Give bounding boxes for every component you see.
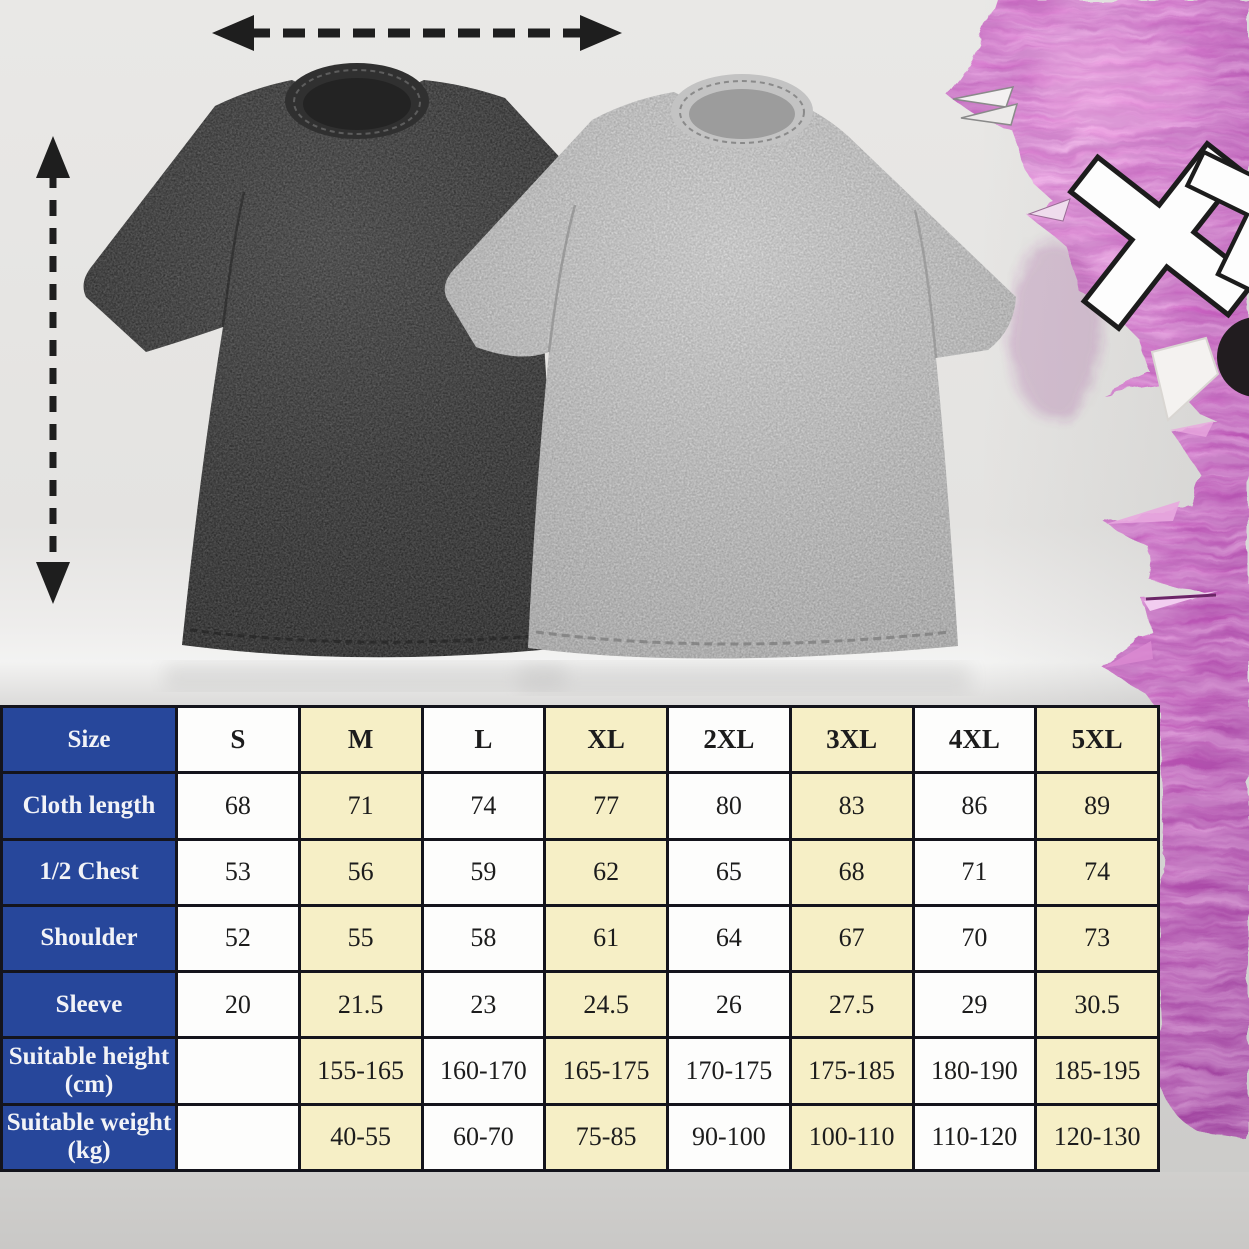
size-chart-cell: 58	[424, 907, 544, 970]
row-label-text: Shoulder	[40, 924, 138, 952]
size-chart-corner: Size	[3, 708, 175, 771]
size-column-header: L	[424, 708, 544, 771]
size-chart-cell: 40-55	[301, 1106, 421, 1169]
size-chart-cell: 30.5	[1037, 973, 1157, 1036]
size-chart-cell: 64	[669, 907, 789, 970]
size-chart-cell: 55	[301, 907, 421, 970]
row-label-text: 1/2 Chest	[39, 858, 139, 886]
size-chart-cell: 53	[178, 841, 298, 904]
size-column-header: 5XL	[1037, 708, 1157, 771]
size-chart-cell: 73	[1037, 907, 1157, 970]
floor-reflection	[165, 663, 970, 693]
size-column-header: 2XL	[669, 708, 789, 771]
size-chart-cell: 65	[669, 841, 789, 904]
size-column-header: XL	[546, 708, 666, 771]
height-arrow-icon	[36, 136, 70, 604]
size-chart-cell: 60-70	[424, 1106, 544, 1169]
size-chart-cell: 89	[1037, 774, 1157, 837]
size-chart-cell: 180-190	[915, 1039, 1035, 1102]
size-chart-cell: 77	[546, 774, 666, 837]
row-label-text: Suitable weight	[6, 1109, 172, 1137]
row-label-text: Suitable height	[8, 1043, 170, 1071]
size-chart-cell: 24.5	[546, 973, 666, 1036]
size-chart-cell: 68	[178, 774, 298, 837]
size-chart-cell: 185-195	[1037, 1039, 1157, 1102]
row-label	[3, 1106, 175, 1169]
row-label-unit: (cm)	[64, 1071, 114, 1099]
size-chart-cell: 80	[669, 774, 789, 837]
size-column-header: 3XL	[792, 708, 912, 771]
size-chart-cell: 21.5	[301, 973, 421, 1036]
size-chart-cell: 83	[792, 774, 912, 837]
size-chart-cell: 26	[669, 973, 789, 1036]
size-chart-cell: 100-110	[792, 1106, 912, 1169]
size-chart-cell: 59	[424, 841, 544, 904]
light-tshirt-collar	[671, 74, 813, 148]
row-label	[3, 1039, 175, 1102]
size-chart-cell: 165-175	[546, 1039, 666, 1102]
size-chart-cell: 67	[792, 907, 912, 970]
row-label-text: Cloth length	[22, 791, 156, 819]
size-chart-cell: 170-175	[669, 1039, 789, 1102]
size-chart-cell: 71	[301, 774, 421, 837]
size-chart-cell: 74	[1037, 841, 1157, 904]
size-chart-cell	[178, 1106, 298, 1169]
size-chart-cell: 62	[546, 841, 666, 904]
size-chart-cell: 110-120	[915, 1106, 1035, 1169]
row-label	[3, 841, 175, 904]
row-label-unit: (kg)	[67, 1137, 111, 1165]
size-chart-cell: 20	[178, 973, 298, 1036]
size-column-header: M	[301, 708, 421, 771]
size-chart-cell: 175-185	[792, 1039, 912, 1102]
size-chart-cell: 74	[424, 774, 544, 837]
size-chart-cell: 56	[301, 841, 421, 904]
width-arrow-icon	[212, 15, 622, 51]
size-chart-cell: 71	[915, 841, 1035, 904]
size-chart-cell: 155-165	[301, 1039, 421, 1102]
row-label	[3, 774, 175, 837]
size-chart-cell: 29	[915, 973, 1035, 1036]
size-chart-table	[0, 705, 1160, 1172]
size-chart-cell: 160-170	[424, 1039, 544, 1102]
size-chart-cell: 52	[178, 907, 298, 970]
size-column-header: S	[178, 708, 298, 771]
size-chart-cell	[178, 1039, 298, 1102]
dark-tshirt-collar	[285, 63, 429, 139]
size-chart-cell: 75-85	[546, 1106, 666, 1169]
row-label-text: Sleeve	[55, 990, 123, 1018]
size-chart-cell: 68	[792, 841, 912, 904]
size-chart-cell: 90-100	[669, 1106, 789, 1169]
row-label	[3, 973, 175, 1036]
size-chart-cell: 120-130	[1037, 1106, 1157, 1169]
size-chart-cell: 86	[915, 774, 1035, 837]
size-chart-cell: 70	[915, 907, 1035, 970]
size-chart-cell: 27.5	[792, 973, 912, 1036]
row-label	[3, 907, 175, 970]
size-column-header: 4XL	[915, 708, 1035, 771]
size-chart-cell: 61	[546, 907, 666, 970]
size-chart-cell: 23	[424, 973, 544, 1036]
